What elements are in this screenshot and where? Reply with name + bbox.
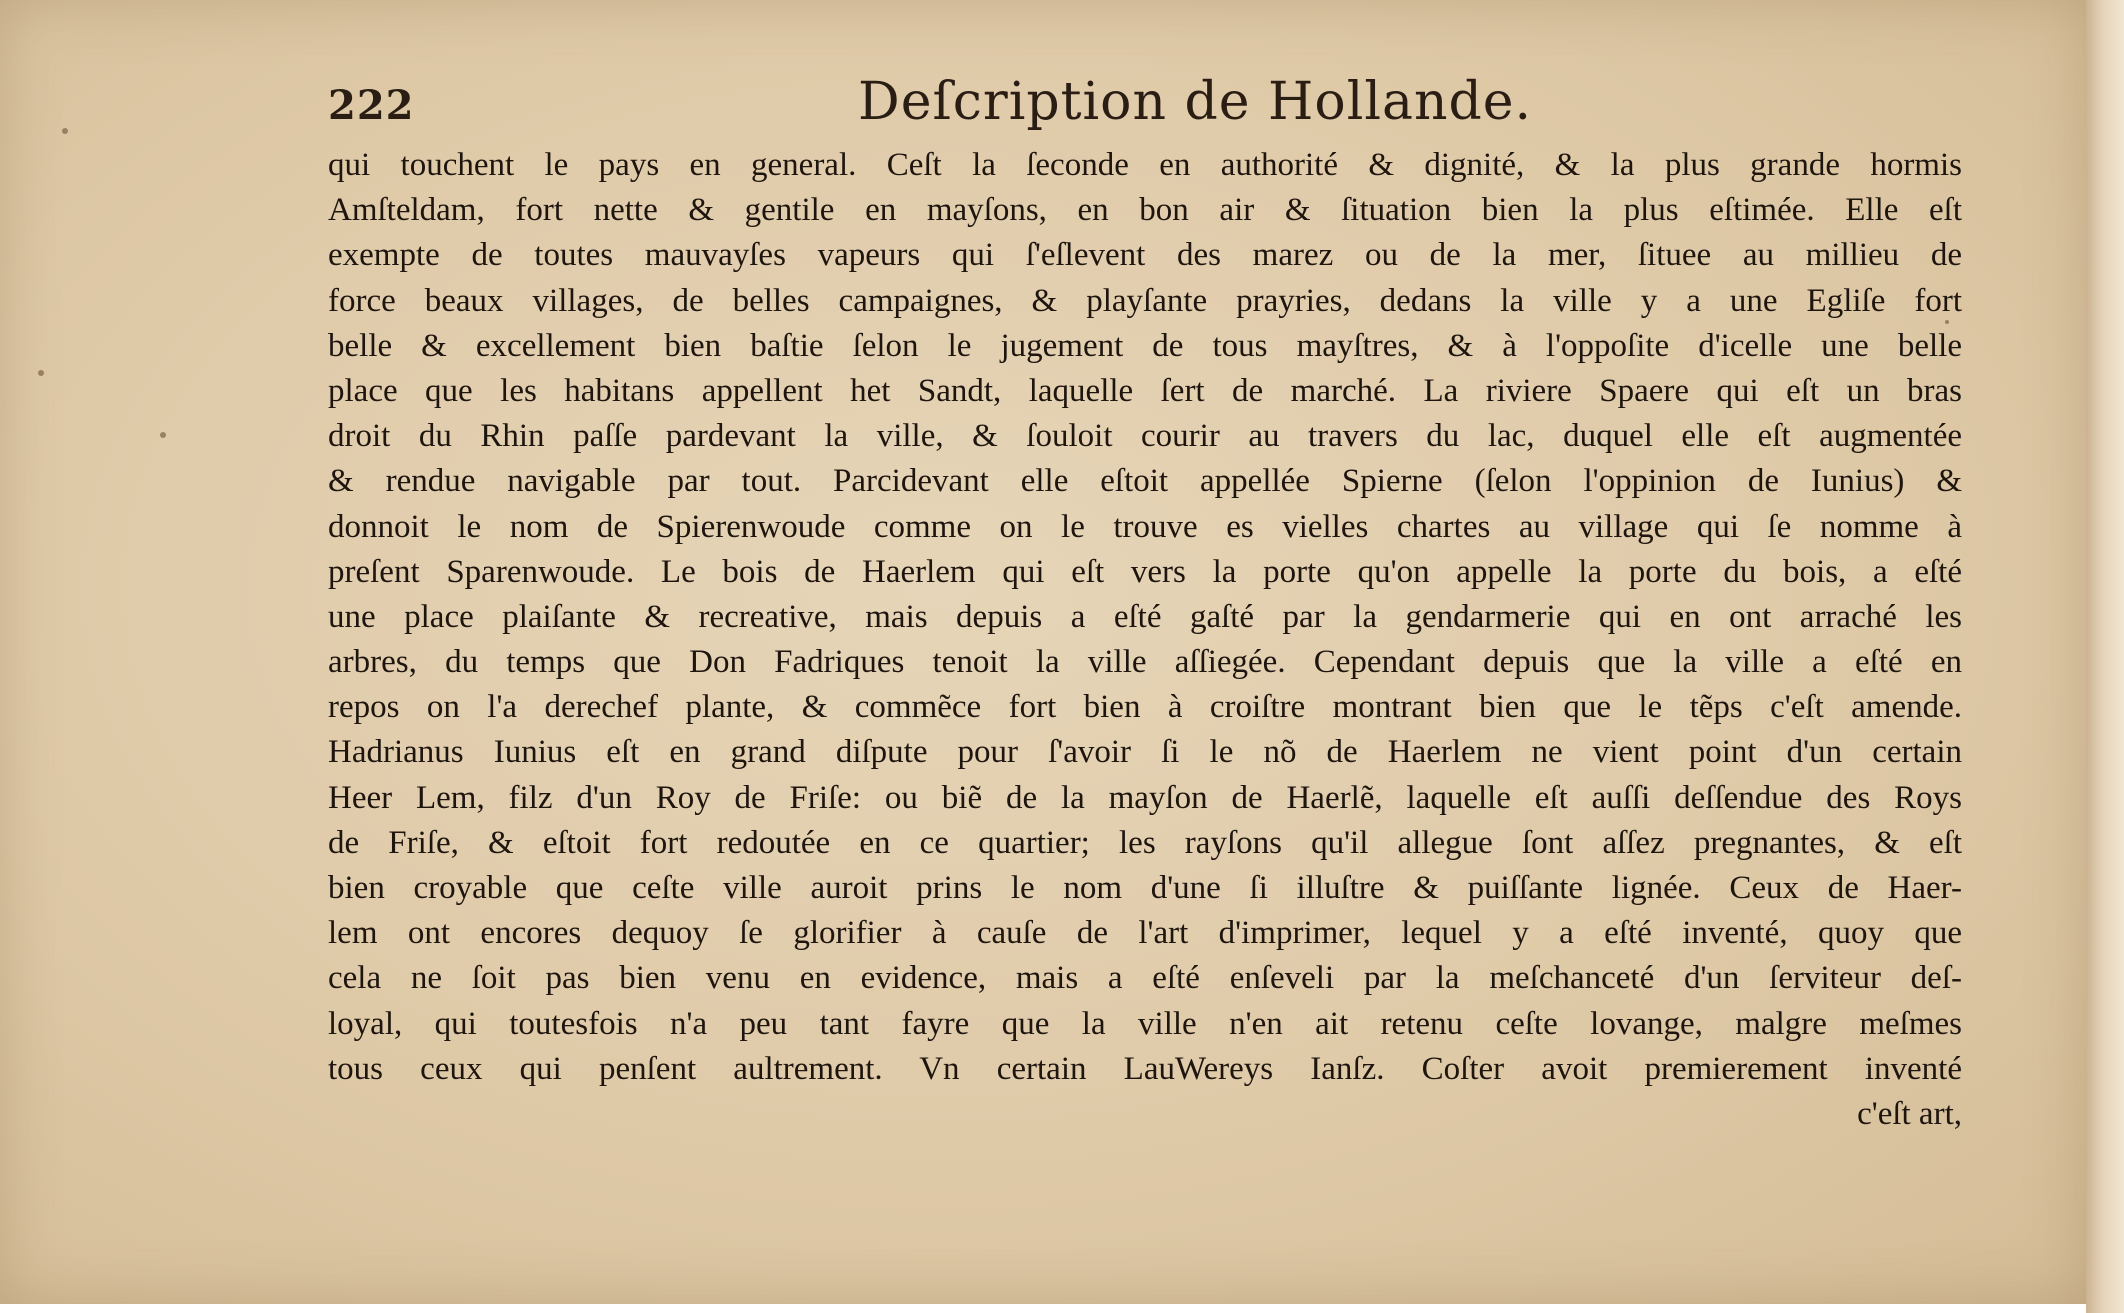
page-number: 222 [328,82,415,129]
text-line: Amſteldam, fort nette & gentile en mayſons, en bon air & ſituation bien la plus eſtimée. Elle eſt [328,192,1962,229]
text-line: preſent Sparenwoude. Le bois de Haerlem qui eſt vers la porte qu'on appelle la porte du bois, a eſté [328,553,1962,590]
page-edge [2086,0,2124,1313]
text-line: place que les habitans appellent het Sandt, laquelle ſert de marché. La riviere Spaere qui eſt un bras [328,372,1962,409]
paper-speck [62,128,68,134]
text-line: de Friſe, & eſtoit fort redoutée en ce quartier; les rayſons qu'il allegue ſont aſſez pregnantes, & eſt [328,824,1962,861]
text-line: Heer Lem, filz d'un Roy de Friſe: ou biẽ de la mayſon de Haerlẽ, laquelle eſt auſſi deſſendue des Roys [328,779,1962,816]
paper-speck [38,370,44,376]
text-line: exempte de toutes mauvayſes vapeurs qui ſ'eſlevent des marez ou de la mer, ſituee au millieu de [328,237,1962,274]
text-line: Hadrianus Iunius eſt en grand diſpute pour ſ'avoir ſi le nõ de Haerlem ne vient point d'un certain [328,734,1962,771]
text-line: lem ont encores dequoy ſe glorifier à cauſe de l'art d'imprimer, lequel y a eſté inventé, quoy que [328,915,1962,952]
paper-speck [160,432,166,438]
body-text [328,143,1962,1137]
text-line: belle & excellement bien baſtie ſelon le jugement de tous mayſtres, & à l'oppoſite d'icelle une belle [328,327,1962,364]
text-line: une place plaiſante & recreative, mais depuis a eſté gaſté par la gendarmerie qui en ont arraché les [328,598,1962,635]
text-line: loyal, qui toutesfois n'a peu tant fayre que la ville n'en ait retenu ceſte lovange, malgre meſmes [328,1005,1962,1042]
text-line: droit du Rhin paſſe pardevant la ville, & ſouloit courir au travers du lac, duquel elle eſt augmentée [328,418,1962,455]
text-line: repos on l'a derechef plante, & commẽce fort bien à croiſtre montrant bien que le tẽps c'eſt amende. [328,689,1962,726]
text-line: tous ceux qui penſent aultrement. Vn certain LauWereys Ianſz. Coſter avoit premierement inventé [328,1050,1962,1087]
text-line: donnoit le nom de Spierenwoude comme on le trouve es vielles chartes au village qui ſe nomme à [328,508,1962,545]
text-line: arbres, du temps que Don Fadriques tenoit la ville aſſiegée. Cependant depuis que la ville a eſté en [328,644,1962,681]
catchword: c'eſt art, [1857,1095,1962,1132]
text-line: qui touchent le pays en general. Ceſt la ſeconde en authorité & dignité, & la plus grande hormis [328,147,1962,183]
text-line: & rendue navigable par tout. Parcidevant elle eſtoit appellée Spierne (ſelon l'oppinion de Iunius) & [328,463,1962,500]
page-header [328,72,1968,142]
text-line: force beaux villages, de belles campaignes, & playſante prayries, dedans la ville y a une Egliſe fort [328,282,1962,319]
text-line: cela ne ſoit pas bien venu en evidence, mais a eſté enſeveli par la meſchanceté d'un ſerviteur deſ- [328,960,1962,997]
running-title: Deſcription de Hollande. [858,72,1533,132]
text-line: bien croyable que ceſte ville auroit prins le nom d'une ſi illuſtre & puiſſante lignée. Ceux de Haer- [328,870,1962,906]
